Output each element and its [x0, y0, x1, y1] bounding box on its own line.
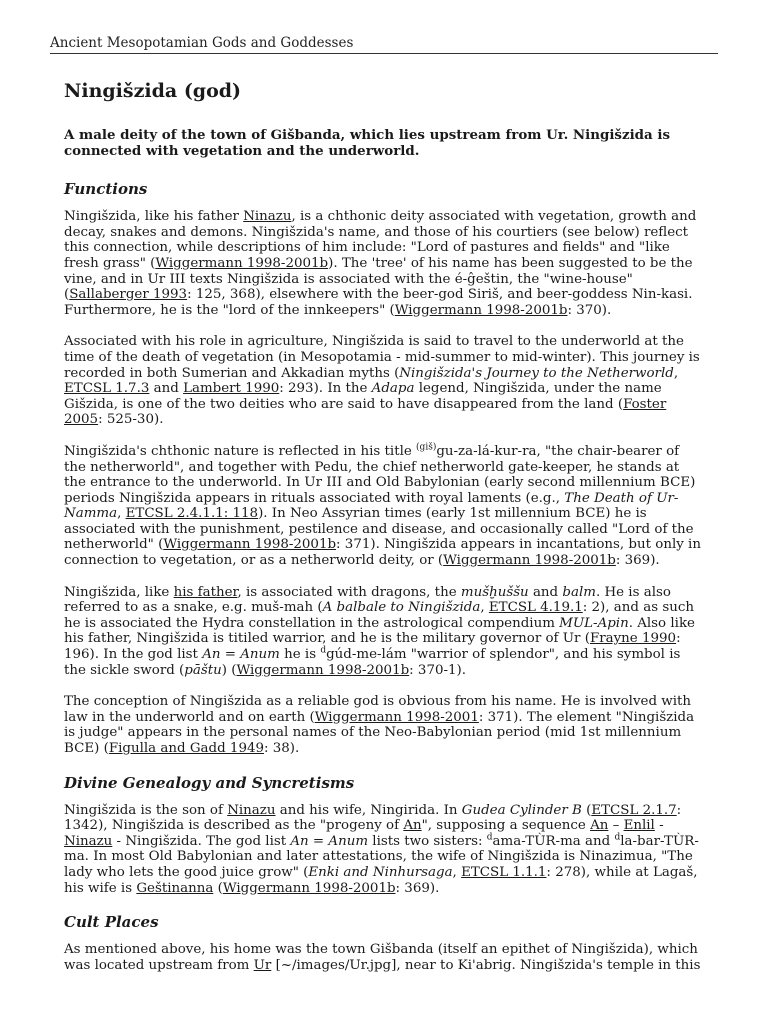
- link-wiggermann[interactable]: Wiggermann 1998-2001b: [222, 880, 396, 896]
- functions-paragraph-3: Ningišzida's chthonic nature is reflected in his title $^{(giš)}$gu-za-lá-kur-ra, "the chair-bearer of the netherworld", and together with Pedu, the chief netherworld gate-keeper, he stands at the entrance to the underworld. In Ur III and Old Babylonian (early second millennium BCE) periods Ningišzida appears in rituals associated with royal laments (e.g., The Death of Ur-Namma, ETCSL 2.4.1.1: 118). In Neo Assyrian times (early 1st millennium BCE) he is associated with the punishment, pestilence and disease, and occasionally called "Lord of the netherworld" (Wiggermann 1998-2001b: 371). Ningišzida appears in incantations, but only in connection to vegetation, or as a netherworld deity, or (Wiggermann 1998-2001b: 369).: [64, 442, 701, 569]
- link-etcsl-2-1-7[interactable]: ETCSL 2.1.7: [591, 802, 677, 818]
- functions-paragraph-2: Associated with his role in agriculture, Ningišzida is said to travel to the underworld at the time of the death of vegetation (in Mesopotamia - mid-summer to mid-winter). This journey is recorded in both Sumerian and Akkadian myths (Ningišzida's Journey to the Netherworld, ETCSL 1.7.3 and Lambert 1990: 293). In the Adapa legend, Ningišzida, under the name Gišzida, is one of the two deities who are said to have disappeared from the land (Foster 2005: 525-30).: [64, 334, 700, 428]
- genealogy-paragraph-1: Ningišzida is the son of Ninazu and his wife, Ningirida. In Gudea Cylinder B (ETCSL 2.1.7: 1342), Ningišzida is described as the "progeny of An", supposing a sequence An – Enlil - Ninazu - Ningišzida. The god list An = Anum lists two sisters: $^d$ama-TÙR-ma and $^d$la-bar-TÙR-ma. In most Old Babylonian and later attestations, the wife of Ningišzida is Ninazimua, "The lady who lets the good juice grow" (Enki and Ninhursaga, ETCSL 1.1.1: 278), while at Lagaš, his wife is Geštinanna (Wiggermann 1998-2001b: 369).: [64, 802, 699, 896]
- functions-paragraph-4: Ningišzida, like his father, is associated with dragons, the mušḫuššu and balm. He is also referred to as a snake, e.g. muš-mah (A balbale to Ningišzida, ETCSL 4.19.1: 2), and as such he is associated the Hydra constellation in the astrological compendium MUL-Apin. Also like his father, Ningišzida is titiled warrior, and he is the military governor of Ur (Frayne 1990: 196). In the god list An = Anum he is $^d$gúd-me-lám "warrior of splendor", and his symbol is the sickle sword (pāštu) (Wiggermann 1998-2001b: 370-1).: [64, 584, 695, 678]
- link-ninazu[interactable]: Ninazu: [64, 833, 113, 849]
- link-wiggermann[interactable]: Wiggermann 1998-2001b: [155, 255, 329, 271]
- lead-paragraph: A male deity of the town of Gišbanda, which lies upstream from Ur. Ningišzida is connected with vegetation and the underworld.: [64, 127, 670, 159]
- cult-paragraph-1: As mentioned above, his home was the town Gišbanda (itself an epithet of Ningišzida), which was located upstream from Ur [~/images/Ur.jpg], near to Ki'abrig. Ningišzida's temple in this: [64, 942, 701, 973]
- link-etcsl-4-19-1[interactable]: ETCSL 4.19.1: [488, 600, 583, 616]
- section-heading-genealogy: Divine Genealogy and Syncretisms: [64, 773, 355, 792]
- link-wiggermann[interactable]: Wiggermann 1998-2001b: [163, 537, 337, 553]
- article-body: [64, 78, 704, 989]
- link-ninazu[interactable]: Ninazu: [227, 802, 276, 818]
- link-ninazu[interactable]: Ninazu: [243, 209, 292, 225]
- link-his-father[interactable]: his father: [173, 584, 238, 600]
- link-gestinanna[interactable]: Geštinanna: [136, 880, 214, 896]
- link-an[interactable]: An: [590, 818, 609, 834]
- link-wiggermann[interactable]: Wiggermann 1998-2001b: [236, 662, 410, 678]
- link-sallaberger[interactable]: Sallaberger 1993: [69, 287, 188, 303]
- link-figulla-gadd[interactable]: Figulla and Gadd 1949: [108, 741, 264, 756]
- link-lambert[interactable]: Lambert 1990: [183, 381, 280, 397]
- link-ur[interactable]: Ur: [253, 957, 272, 973]
- running-header: Ancient Mesopotamian Gods and Goddesses: [50, 35, 718, 54]
- link-etcsl-1-7-3[interactable]: ETCSL 1.7.3: [64, 381, 150, 397]
- link-enlil[interactable]: Enlil: [623, 818, 655, 834]
- link-etcsl-1-1-1[interactable]: ETCSL 1.1.1: [461, 864, 547, 880]
- link-an[interactable]: An: [403, 818, 422, 834]
- link-foster[interactable]: Foster 2005: [64, 396, 667, 428]
- page-title: Ningišzida (god): [64, 80, 242, 102]
- section-heading-functions: Functions: [64, 180, 148, 199]
- functions-paragraph-1: Ningišzida, like his father Ninazu, is a chthonic deity associated with vegetation, growth and decay, snakes and demons. Ningišzida's name, and those of his courtiers (see below) reflect this connection, while descriptions of him include: "Lord of pastures and fields" and "like fresh grass" (Wiggermann 1998-2001b). The 'tree' of his name has been suggested to be the vine, and in Ur III texts Ningišzida is associated with the é-ĝeštin, the "wine-house" (Sallaberger 1993: 125, 368), elsewhere with the beer-god Siriš, and beer-goddess Nin-kasi. Furthermore, he is the "lord of the innkeepers" (Wiggermann 1998-2001b: 370).: [64, 209, 697, 318]
- link-wiggermann[interactable]: Wiggermann 1998-2001b: [443, 553, 616, 569]
- functions-paragraph-5: The conception of Ningišzida as a reliable god is obvious from his name. He is involved with law in the underworld and on earth (Wiggermann 1998-2001: 371). The element "Ningišzida is judge" appears in the personal names of the Neo-Babylonian period (mid 1st millennium BCE) (Figulla and Gadd 1949: 38).: [64, 694, 695, 756]
- link-wiggermann[interactable]: Wiggermann 1998-2001b: [394, 302, 568, 318]
- section-heading-cult-places: Cult Places: [64, 913, 159, 932]
- link-wiggermann-a[interactable]: Wiggermann 1998-2001: [314, 709, 479, 725]
- link-etcsl-2-4-1-1[interactable]: ETCSL 2.4.1.1: 118: [125, 506, 259, 522]
- link-frayne[interactable]: Frayne 1990: [589, 631, 677, 647]
